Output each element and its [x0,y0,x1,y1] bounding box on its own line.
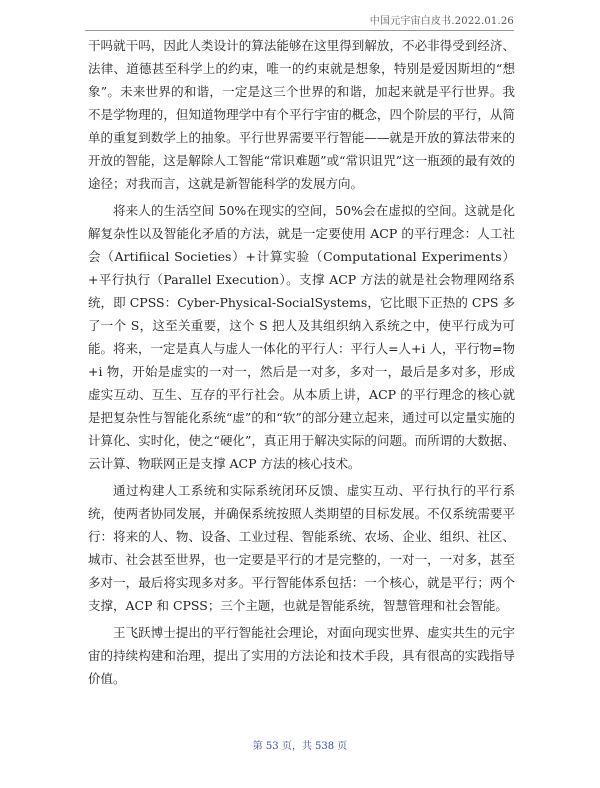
page-number: 第 53 页，共 538 页 [252,741,348,752]
paragraph-3: 通过构建人工系统和实际系统闭环反馈、虚实互动、平行执行的平行系统，使两者协同发展，并确保系统按照人类期望的目标发展。不仅系统需要平行：将来的人、物、设备、工业过程、智能系统、农场、企业、组织、社区、城市、社会甚至世界，也一定要是平行的才是完整的，一对一，一对多，甚至多对一，最后将实现多对多。平行智能体系包括：一个核心，就是平行；两个支撑，ACP 和 CPSS；三个主题，也就是智能系统，智慧管理和社会智能。 [88,483,515,613]
paragraph-4: 王飞跃博士提出的平行智能社会理论，对面向现实世界、虚实共生的元宇宙的持续构建和治理，提出了实用的方法论和技术手段，具有很高的实践指导价值。 [88,625,515,686]
page-header-title: 中国元宇宙白皮书.2022.01.26 [369,16,514,27]
paragraph-2: 将来人的生活空间 50%在现实的空间，50%会在虚拟的空间。这就是化解复杂性以及智能化矛盾的方法，就是一定要使用 ACP 的平行理念：人工社会（Artifiical Societies）+计算实验（Computational Experiments）+平行执行（Parallel Execution）。支撑 ACP 方法的就是社会物理网络系统，即 CPSS：Cyber-Physical-SocialSystems，它比眼下正热的 CPS 多了一个 S，这至关重要，这个 S 把人及其组织纳入系统之中，使平行成为可能。将来，一定是真人与虚人一体化的平行人：平行人=人+i 人，平行物=物+i 物，开始是虚实的一对一，然后是一对多，多对一，最后是多对多，形成虚实互动、互生、互存的平行社会。从本质上讲，ACP 的平行理念的核心就是把复杂性与智能化系统“虚”的和“软”的部分建立起来，通过可以定量实施的计算化、实时化，使之“硬化”，真正用于解决实际的问题。而所谓的大数据、云计算、物联网正是支撑 ACP 方法的核心技术。 [88,203,515,471]
paragraph-1: 干吗就干吗，因此人类设计的算法能够在这里得到解放，不必非得受到经济、法律、道德甚至科学上的约束，唯一的约束就是想象，特别是爱因斯坦的“想象”。未来世界的和谐，一定是这三个世界的和谐，加起来就是平行世界。我不是学物理的，但知道物理学中有个平行宇宙的概念，四个阶层的平行，从简单的重复到数学上的抽象。平行世界需要平行智能——就是开放的算法带来的开放的智能，这是解除人工智能“常识难题”或“常识诅咒”这一瓶颈的最有效的途径；对我而言，这就是新智能科学的发展方向。 [88,38,515,191]
body-text [88,34,515,694]
header-divider [85,30,514,31]
